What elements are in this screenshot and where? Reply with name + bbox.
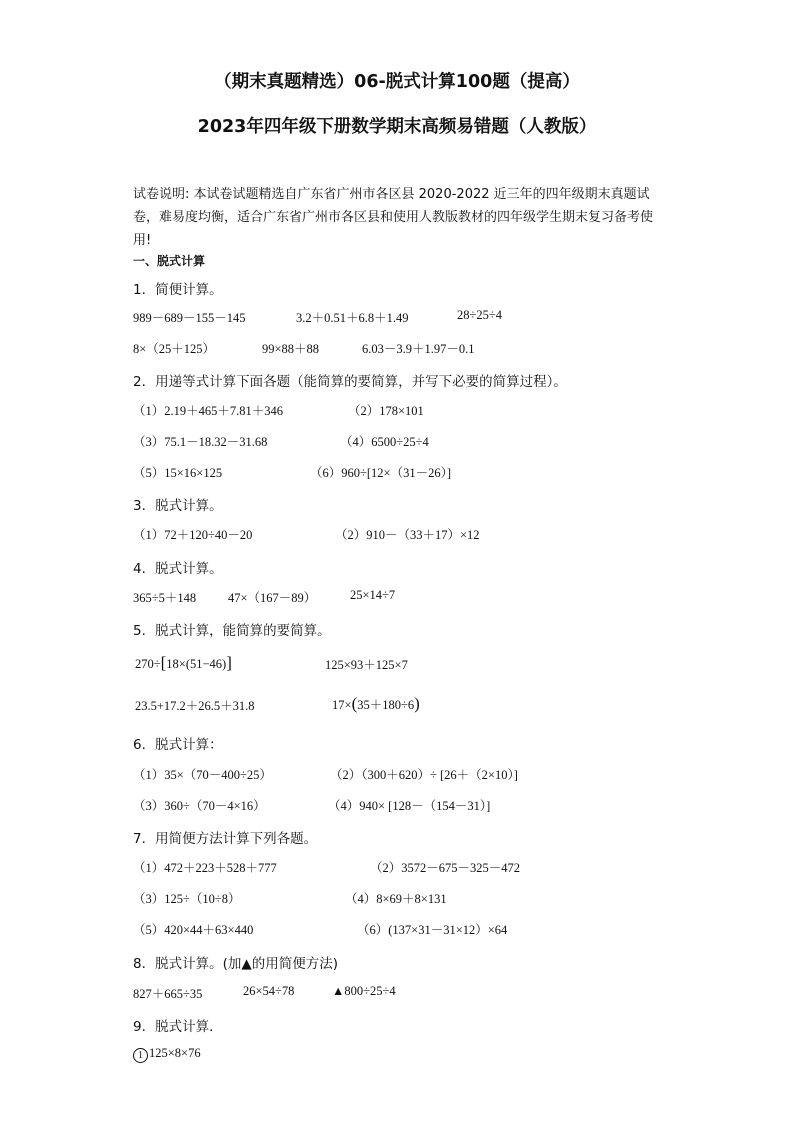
expression: （6）960÷[12×（31－26）] — [310, 466, 451, 480]
expression: （6）(137×31－31×12）×64 — [357, 923, 508, 937]
expression: ▲800÷25÷4 — [332, 984, 396, 998]
title-line-2: 2023年四年级下册数学期末高频易错题（人教版） — [197, 117, 597, 137]
expression-part: 270÷ — [135, 657, 161, 671]
question-7-title: 7．用简便方法计算下列各题。 — [133, 831, 318, 847]
expression: 26×54÷78 — [243, 984, 295, 998]
expression: （1）2.19＋465＋7.81＋346 — [133, 404, 284, 418]
expression-part: 18×(51−46) — [166, 657, 227, 671]
expression: 989－689－155－145 — [133, 311, 246, 325]
question-8-title: 8．脱式计算。(加▲的用简便方法) — [133, 956, 339, 972]
intro-text: 试卷说明: 本试卷试题精选自广东省广州市各区县 2020-2022 近三年的四年级期末真题试卷，难易度均衡，适合广东省广州市各区县和使用人教版教材的四年级学生期末复习备考使用! — [133, 187, 654, 248]
question-3-title: 3．脱式计算。 — [133, 498, 223, 514]
expression — [135, 653, 232, 673]
expression: 3.2＋0.51＋6.8＋1.49 — [296, 311, 409, 325]
expression: 47×（167－89） — [228, 591, 317, 605]
expression: 99×88＋88 — [262, 342, 320, 356]
expression: （2）910－（33＋17）×12 — [335, 528, 480, 542]
expression: （2）178×101 — [348, 404, 424, 418]
expression: （5）420×44＋63×440 — [133, 923, 254, 937]
expression-part: 125×8×76 — [149, 1046, 201, 1060]
expression: （2）（300＋620）÷ [26＋（2×10）] — [330, 768, 518, 782]
bracket-close: ] — [226, 653, 232, 672]
paren-close: ) — [414, 694, 420, 713]
expression: （4）6500÷25÷4 — [340, 435, 429, 449]
paren-open: ( — [351, 694, 358, 713]
expression: 827＋665÷35 — [133, 987, 203, 1001]
expression: （4）940× [128－（154－31）] — [328, 799, 491, 813]
expression: 28÷25÷4 — [457, 308, 502, 322]
expression: （4）8×69＋8×131 — [345, 892, 447, 906]
expression: （3）360÷（70－4×16） — [133, 799, 266, 813]
expression: （5）15×16×125 — [133, 466, 223, 480]
expression: 8×（25＋125） — [133, 342, 216, 356]
expression-part: 35＋180÷6 — [357, 698, 415, 712]
question-1-title: 1．简便计算。 — [133, 282, 223, 298]
expression: （1）472＋223＋528＋777 — [133, 861, 277, 875]
expression: （2）3572－675－325－472 — [370, 861, 521, 875]
expression: （3）75.1－18.32－31.68 — [133, 435, 268, 449]
question-4-title: 4．脱式计算。 — [133, 561, 223, 577]
expression: 365÷5＋148 — [133, 591, 197, 605]
expression: 125×93＋125×7 — [325, 658, 408, 672]
expression — [332, 694, 420, 714]
section-heading: 一、脱式计算 — [133, 254, 206, 268]
expression: 6.03－3.9＋1.97－0.1 — [362, 342, 475, 356]
question-9-title: 9．脱式计算． — [133, 1019, 223, 1035]
question-2-title: 2．用递等式计算下面各题（能简算的要简算，并写下必要的简算过程）。 — [133, 374, 567, 390]
question-5-title: 5．脱式计算，能简算的要简算。 — [133, 623, 331, 639]
expression: （1）72＋120÷40－20 — [133, 528, 253, 542]
question-6-title: 6．脱式计算： — [133, 737, 223, 753]
expression — [133, 1046, 201, 1063]
expression: 23.5+17.2＋26.5＋31.8 — [135, 699, 255, 713]
circled-number: 1 — [133, 1048, 148, 1063]
expression-part: 17× — [332, 698, 352, 712]
expression: （1）35×（70－400÷25） — [133, 768, 272, 782]
expression: 25×14÷7 — [350, 588, 396, 602]
expression: （3）125÷（10÷8） — [133, 892, 241, 906]
bracket-open: [ — [160, 653, 167, 672]
title-line-1: （期末真题精选）06-脱式计算100题（提高） — [214, 72, 580, 92]
